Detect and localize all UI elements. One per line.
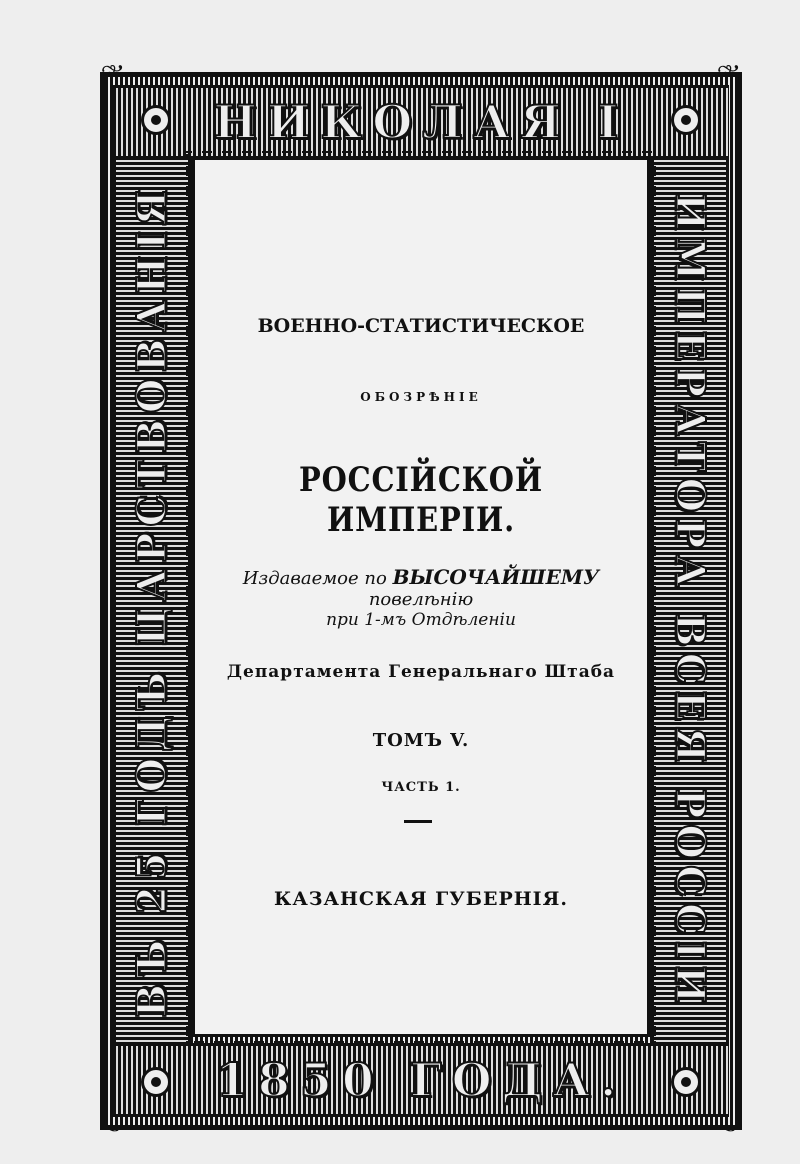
- border-text-right: ИМПЕРАТОРА ВСЕЯ РОССІИ: [666, 192, 714, 1010]
- title-line-military-statistical: ВОЕННО-СТАТИСТИЧЕСКОЕ: [257, 315, 585, 337]
- issued-suffix: повелѣнію: [368, 589, 474, 610]
- title-line-russian-empire: РОССІЙСКОЙ ИМПЕРІИ.: [298, 460, 544, 540]
- title-line-review: ОБОЗРѢНІЕ: [360, 390, 482, 404]
- border-text-left: ВЪ 25 ГОДЪ ЦАРСТВОВАНІЯ: [128, 184, 176, 1018]
- issued-emphasis: ВЫСОЧАЙШЕМУ: [392, 565, 600, 589]
- border-band-right: [651, 157, 729, 1045]
- rosette-icon: [671, 105, 701, 135]
- department-name: Департамента Генеральнаго Штаба: [226, 662, 616, 682]
- border-band-left: [113, 157, 191, 1045]
- border-text-top: НИКОЛАЯ I: [213, 95, 629, 149]
- title-panel: [192, 157, 650, 1037]
- department-section-line: при 1-мъ Отдѣленіи: [326, 610, 516, 630]
- rosette-icon: [141, 105, 171, 135]
- rosette-icon: [671, 1067, 701, 1097]
- border-band-top: [113, 85, 729, 159]
- volume-label: ТОМЪ V.: [372, 730, 470, 751]
- part-label: ЧАСТЬ 1.: [381, 780, 461, 795]
- divider-dash: [404, 820, 432, 823]
- rosette-icon: [141, 1067, 171, 1097]
- border-band-bottom: [113, 1043, 729, 1117]
- issued-prefix: Издаваемое по: [242, 568, 387, 589]
- subject-province: КАЗАНСКАЯ ГУБЕРНІЯ.: [274, 888, 568, 910]
- border-text-bottom: 1850 ГОДА.: [215, 1053, 627, 1107]
- issued-by-line: [195, 565, 647, 610]
